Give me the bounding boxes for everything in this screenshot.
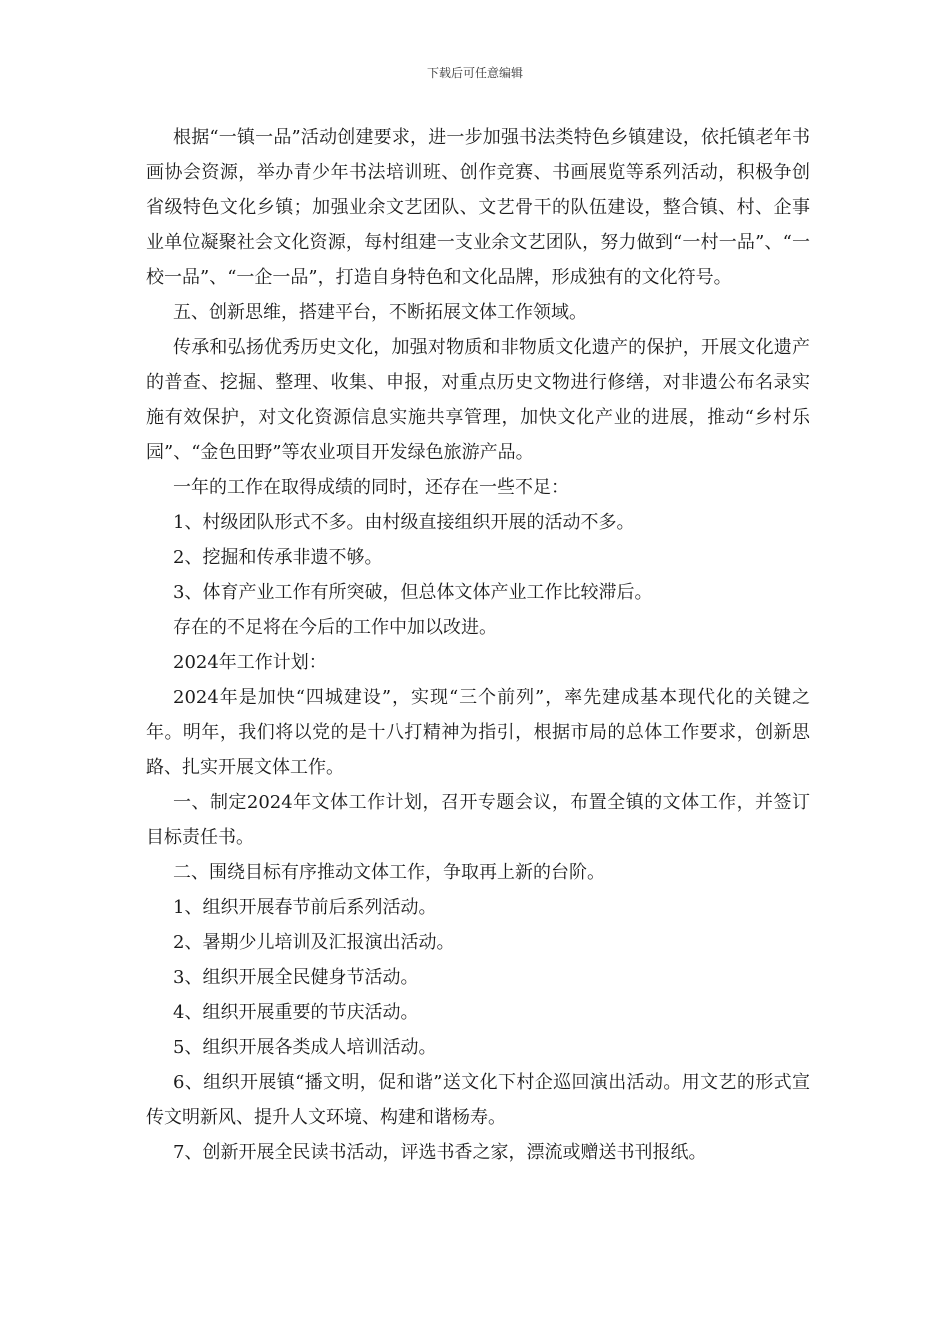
paragraph-19: 7、创新开展全民读书活动，评选书香之家，漂流或赠送书刊报纸。 — [173, 1142, 707, 1163]
paragraph-15: 3、组织开展全民健身节活动。 — [173, 967, 419, 988]
paragraph-5: 1、村级团队形式不多。由村级直接组织开展的活动不多。 — [173, 512, 635, 533]
page-header-note: 下载后可任意编辑 — [426, 66, 523, 80]
paragraph-9: 2024年工作计划： — [173, 652, 327, 673]
document-body — [146, 120, 810, 1170]
paragraph-18: 6、组织开展镇“播文明，促和谐”送文化下村企巡回演出活动。用文艺的形式宣传文明新风、提升人文环境、构建和谐杨寿。 — [146, 1072, 810, 1128]
paragraph-10: 2024年是加快“四城建设”，实现“三个前列”，率先建成基本现代化的关键之年。明年，我们将以党的是十八打精神为指引，根据市局的总体工作要求，创新思路、扎实开展文体工作。 — [146, 687, 810, 778]
paragraph-6: 2、挖掘和传承非遗不够。 — [173, 547, 383, 568]
paragraph-13: 1、组织开展春节前后系列活动。 — [173, 897, 437, 918]
paragraph-7: 3、体育产业工作有所突破，但总体文体产业工作比较滞后。 — [173, 582, 653, 603]
paragraph-8: 存在的不足将在今后的工作中加以改进。 — [173, 617, 497, 638]
paragraph-14: 2、暑期少儿培训及汇报演出活动。 — [173, 932, 455, 953]
paragraph-3: 传承和弘扬优秀历史文化，加强对物质和非物质文化遗产的保护，开展文化遗产的普查、挖掘、整理、收集、申报，对重点历史文物进行修缮，对非遗公布名录实施有效保护，对文化资源信息实施共享管理，加快文化产业的进展，推动“乡村乐园”、“金色田野”等农业项目开发绿色旅游产品。 — [146, 337, 810, 463]
paragraph-17: 5、组织开展各类成人培训活动。 — [173, 1037, 437, 1058]
paragraph-2: 五、创新思维，搭建平台，不断拓展文体工作领域。 — [173, 302, 587, 323]
paragraph-1: 根据“一镇一品”活动创建要求，进一步加强书法类特色乡镇建设，依托镇老年书画协会资源，举办青少年书法培训班、创作竞赛、书画展览等系列活动，积极争创省级特色文化乡镇；加强业余文艺团队、文艺骨干的队伍建设，整合镇、村、企事业单位凝聚社会文化资源，每村组建一支业余文艺团队，努力做到“一村一品”、“一校一品”、“一企一品”，打造自身特色和文化品牌，形成独有的文化符号。 — [146, 127, 810, 288]
paragraph-12: 二、围绕目标有序推动文体工作，争取再上新的台阶。 — [173, 862, 605, 883]
paragraph-4: 一年的工作在取得成绩的同时，还存在一些不足： — [173, 477, 569, 498]
paragraph-16: 4、组织开展重要的节庆活动。 — [173, 1002, 419, 1023]
paragraph-11: 一、制定2024年文体工作计划，召开专题会议，布置全镇的文体工作，并签订目标责任书。 — [146, 792, 810, 848]
